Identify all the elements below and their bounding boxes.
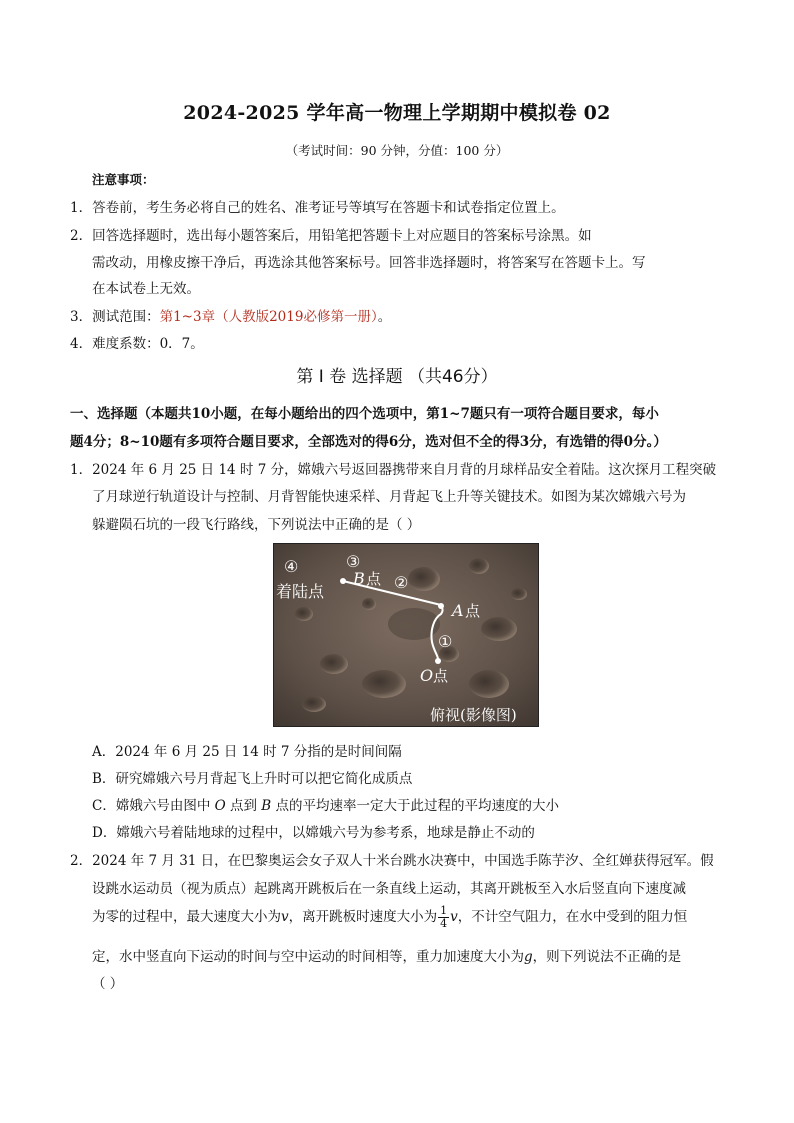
q1-option-c-mid: 点到 xyxy=(225,798,262,814)
label-b: B xyxy=(353,569,365,588)
scope-suffix: 。 xyxy=(377,309,392,325)
q1-option-c-b: B xyxy=(261,798,272,814)
q1-option-c-prefix: C．嫦娥六号由图中 xyxy=(92,798,215,814)
landing-point-marker xyxy=(340,578,346,584)
note-item-3 xyxy=(70,305,391,325)
fraction-one-quarter xyxy=(438,905,449,930)
q2-stem-line-2: 设跳水运动员（视为质点）起跳离开跳板后在一条直线上运动，其离开跳板至入水后竖直向下速度减 xyxy=(92,881,686,897)
fraction-numerator: 1 xyxy=(440,904,448,917)
label-o: O xyxy=(420,666,434,685)
q2-g: g xyxy=(524,949,533,965)
scope-value: 第1~3章（人教版2019必修第一册） xyxy=(159,309,378,325)
q2-answer-bracket: （ ） xyxy=(92,976,124,992)
q1-option-c-o: O xyxy=(214,798,226,814)
label-a-suffix: 点 xyxy=(465,602,481,620)
section-instruction-2: 题4分；8~10题有多项符合题目要求，全部选对的得6分，选对但不全的得3分，有选错的得0分。） xyxy=(70,434,667,450)
label-4: ④ xyxy=(284,557,299,576)
label-a: A xyxy=(452,601,464,620)
q2-line4-a: 定，水中竖直向下运动的时间与空中运动的时间相等，重力加速度大小为 xyxy=(92,949,524,965)
q2-line4-b: ，则下列说法不正确的是 xyxy=(532,949,682,965)
q2-stem-line-4 xyxy=(92,945,681,965)
q2-line3-c: ，不计空气阻力，在水中受到的阻力恒 xyxy=(457,909,688,925)
figure-caption: 俯视(影像图) xyxy=(430,706,517,724)
exam-subtitle: （考试时间：90 分钟，分值：100 分） xyxy=(285,143,509,158)
q2-line3-a: 为零的过程中，最大速度大小为 xyxy=(92,909,281,925)
moon-surface-svg xyxy=(274,544,538,726)
q1-option-c xyxy=(92,794,559,814)
q1-stem-line-2: 了月球逆行轨道设计与控制、月背智能快速采样、月背起飞上升等关键技术。如图为某次嫦娥六号为 xyxy=(92,489,686,505)
scope-prefix: 3．测试范围： xyxy=(70,309,160,325)
q1-option-a: A．2024 年 6 月 25 日 14 时 7 分指的是时间间隔 xyxy=(92,744,402,760)
page-title: 2024-2025 学年高一物理上学期期中模拟卷 02 xyxy=(183,102,611,124)
q2-stem-line-3 xyxy=(92,905,687,930)
notes-heading: 注意事项： xyxy=(92,172,155,187)
moon-surface-figure xyxy=(273,543,539,727)
note-item-2-end: 在本试卷上无效。 xyxy=(92,281,200,297)
note-item-4: 4．难度系数：0．7。 xyxy=(70,336,204,352)
label-o-suffix: 点 xyxy=(433,667,449,685)
q1-option-d: D．嫦娥六号着陆地球的过程中，以嫦娥六号为参考系，地球是静止不动的 xyxy=(92,825,535,841)
note-item-2: 2．回答选择题时，选出每小题答案后，用铅笔把答题卡上对应题目的答案标号涂黑。如 xyxy=(70,228,592,244)
note-item-2-cont: 需改动，用橡皮擦干净后，再选涂其他答案标号。回答非选择题时，将答案写在答题卡上。写 xyxy=(92,255,646,271)
section-instruction-1: 一、选择题（本题共10小题，在每小题给出的四个选项中，第1~7题只有一项符合题目要求，每小 xyxy=(70,406,659,422)
q1-option-c-suffix: 点的平均速率一定大于此过程的平均速度的大小 xyxy=(271,798,560,814)
label-3: ③ xyxy=(346,552,361,571)
note-item-1: 1．答卷前，考生务必将自己的姓名、准考证号等填写在答题卡和试卷指定位置上。 xyxy=(70,200,565,216)
label-b-suffix: 点 xyxy=(366,570,382,588)
a-point-marker xyxy=(438,603,444,609)
label-2: ② xyxy=(394,573,409,592)
q2-line3-b: ，离开跳板时速度大小为 xyxy=(288,909,438,925)
o-point-marker xyxy=(435,658,441,664)
section-title: 第 I 卷 选择题 （共46分） xyxy=(296,367,498,387)
q1-stem-line-3: 躲避陨石坑的一段飞行路线，下列说法中正确的是（ ） xyxy=(92,517,421,533)
q2-stem-line-1: 2．2024 年 7 月 31 日，在巴黎奥运会女子双人十米台跳水决赛中，中国选手陈芋汐、全红婵获得冠军。假 xyxy=(70,853,714,869)
label-1: ① xyxy=(438,632,453,651)
q2-v1: v xyxy=(281,909,289,925)
q1-option-b: B．研究嫦娥六号月背起飞上升时可以把它简化成质点 xyxy=(92,771,413,787)
label-landing-point: 着陆点 xyxy=(276,582,325,601)
q1-stem-line-1: 1．2024 年 6 月 25 日 14 时 7 分，嫦娥六号返回器携带来自月背的月球样品安全着陆。这次探月工程突破 xyxy=(70,462,717,478)
q2-v2: v xyxy=(450,909,458,925)
fraction-denominator: 4 xyxy=(440,917,448,930)
